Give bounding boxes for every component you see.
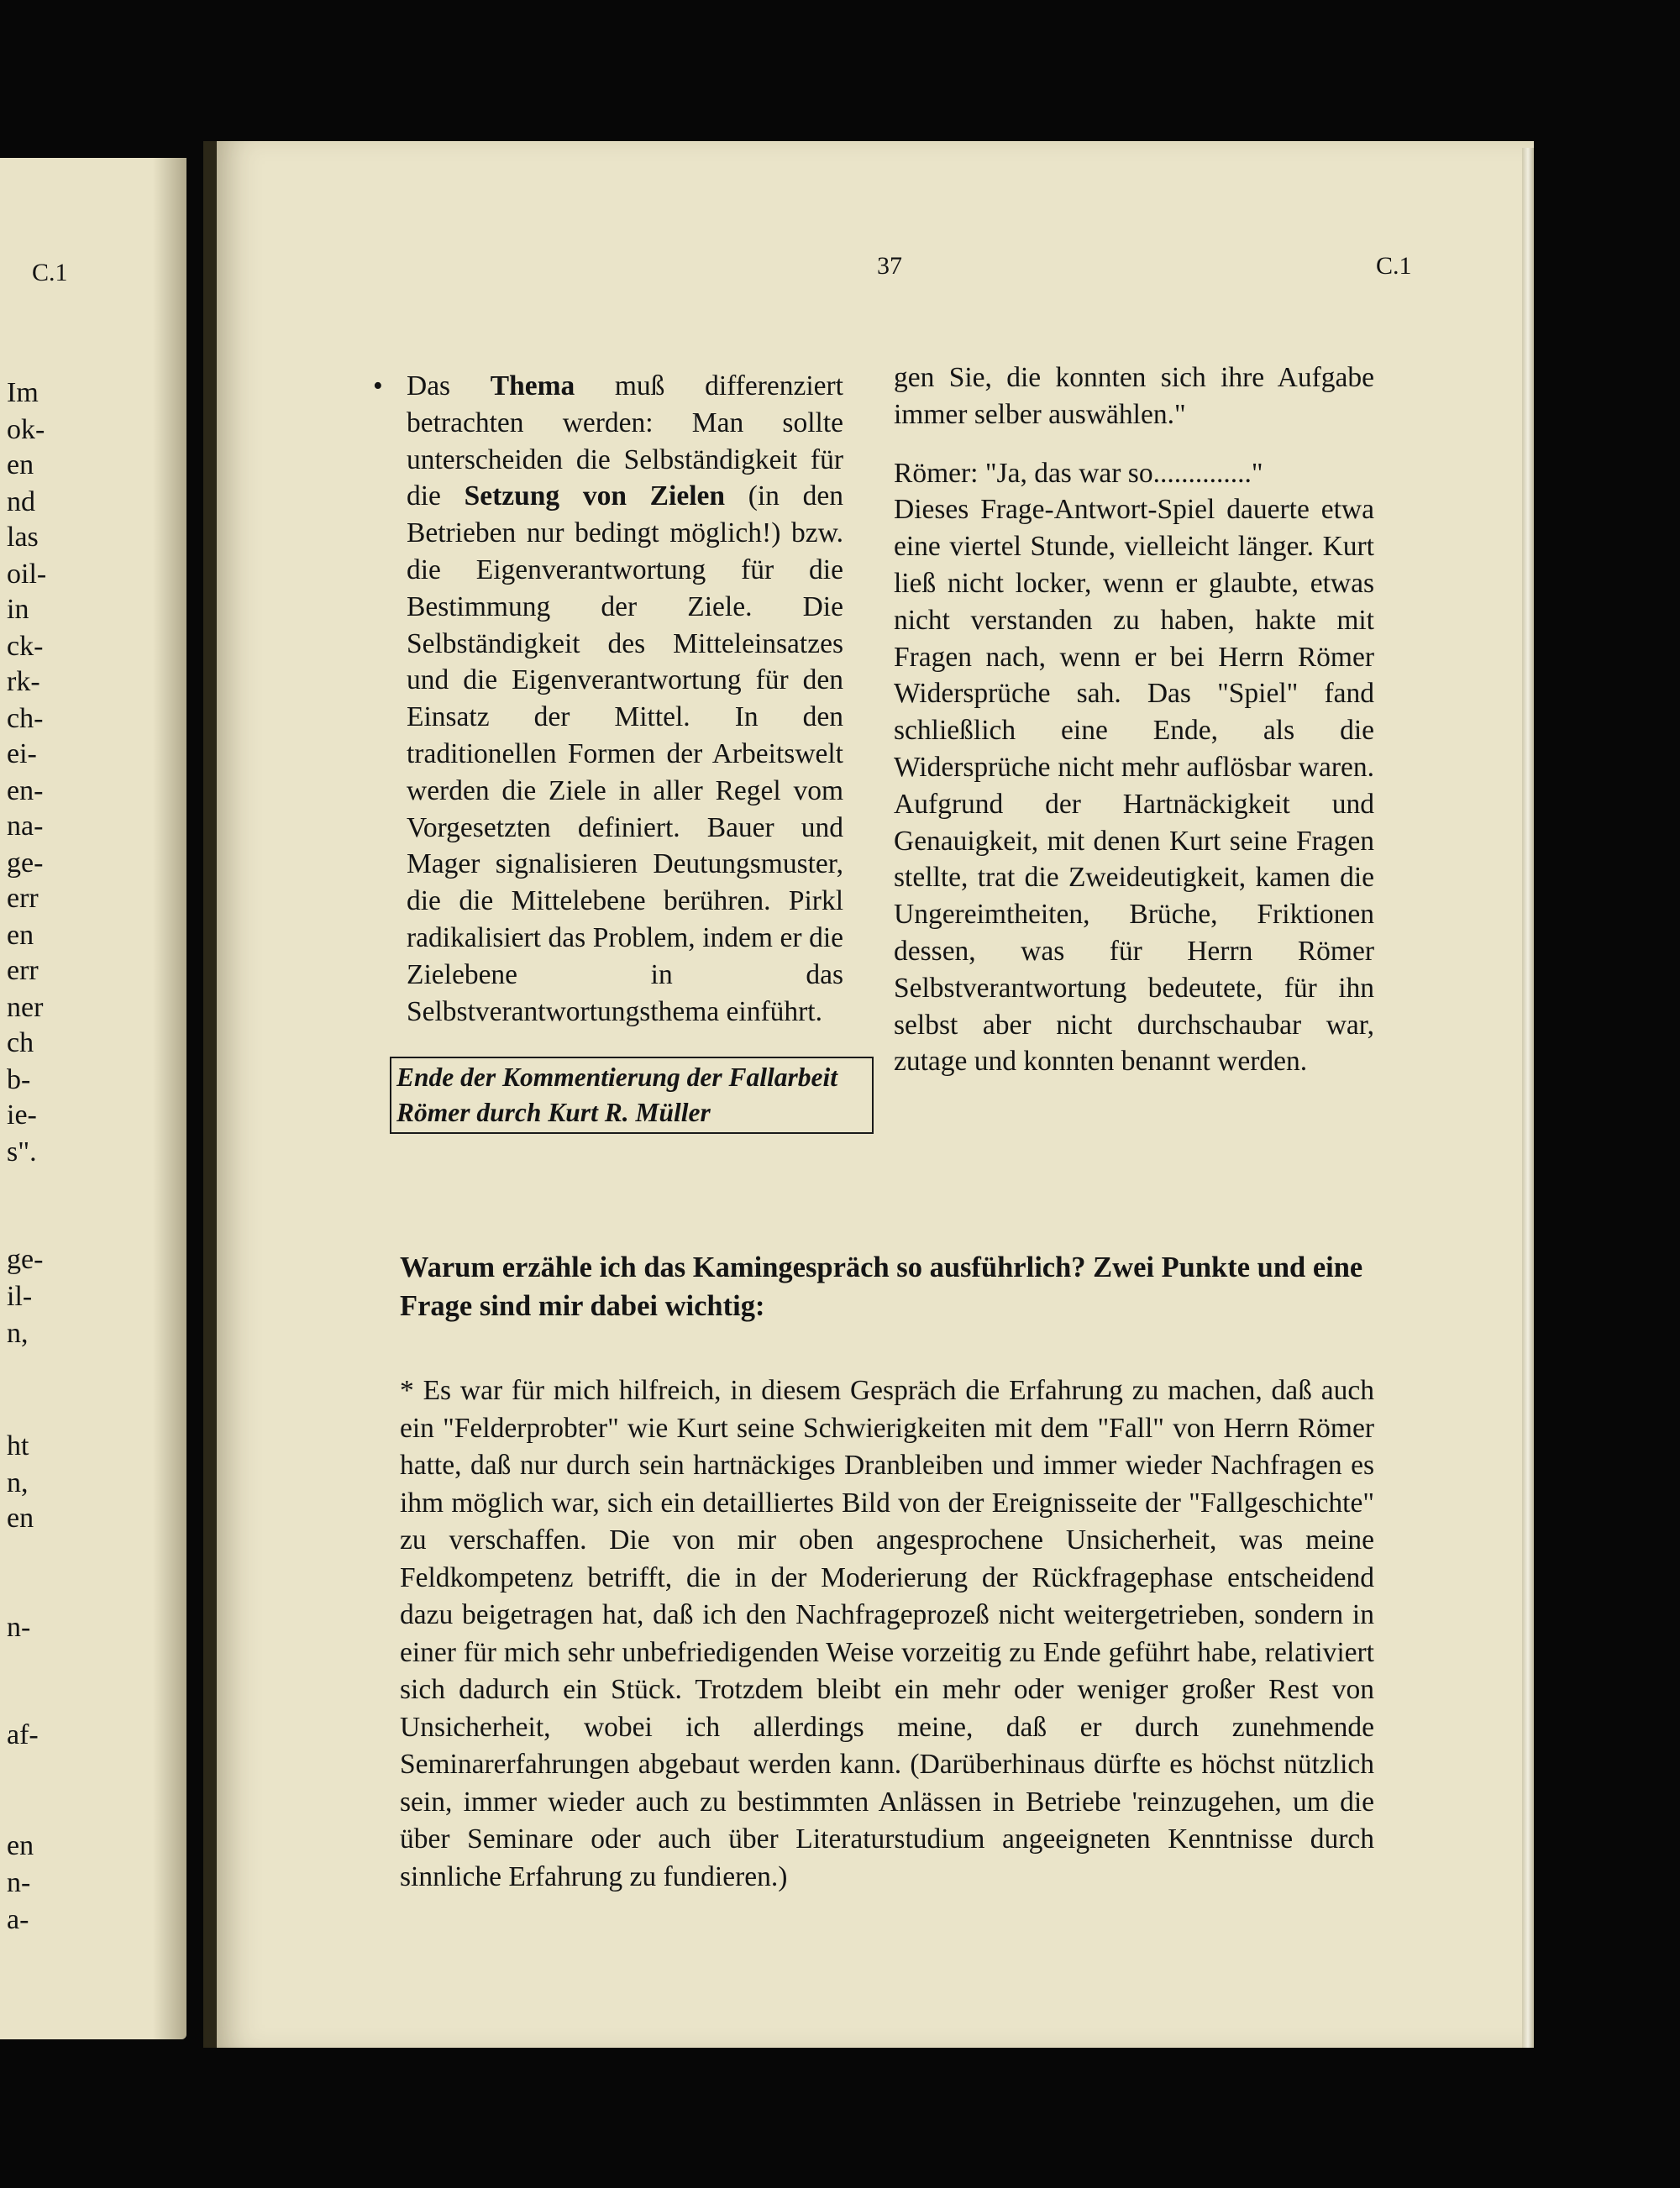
bullet-item (373, 368, 843, 1030)
body-paragraph: * Es war für mich hilfreich, in diesem Gespräch die Erfahrung zu machen, daß auch ein "Felderprobter" wie Kurt seine Schwierigkeiten mit dem "Fall" von Herrn Römer hatte, daß nur durch sein hartnäckiges Dranbleiben und immer wieder Nachfragen es ihm möglich war, sich ein detailliertes Bild von der Ereignisseite der "Fallgeschichte" zu verschaffen. Die von mir oben angesprochene Unsicherheit, was meine Feldkompetenz betrifft, die in der Moderierung der Rückfragephase entscheidend dazu beigetragen hat, daß ich den Nachfrageprozeß nicht weitergetrieben, sondern in einer für mich sehr unbefriedigenden Weise vorzeitig zu Ende geführt habe, relativiert sich dadurch ein Stück. Trotzdem bleibt ein mehr oder weniger großer Rest von Unsicherheit, wobei ich allerdings meine, daß er durch zunehmende Seminarerfahrungen abgebaut werden kann. (Darüberhinaus dürfte es höchst nützlich sein, immer wieder auch zu bestimmten Anlässen in Betriebe 'reinzugehen, um die über Seminare oder auch über Literaturstudium angeeigneten Kenntnisse durch sinnliche Erfahrung zu fundieren.) (400, 1375, 1374, 1892)
left-page-fragment: af- (7, 1719, 39, 1750)
left-page-fragment: nd (7, 486, 35, 517)
chapter-marker: C.1 (1376, 252, 1412, 280)
right-page (203, 141, 1534, 2048)
page-number: 37 (877, 252, 902, 280)
left-page-fragment: n, (7, 1467, 29, 1498)
left-page (0, 158, 186, 2039)
left-page-fragment: ch (7, 1027, 34, 1058)
bullet-text (407, 368, 843, 1030)
left-page-fragment: las (7, 522, 39, 553)
left-page-fragment: ge- (7, 847, 44, 879)
left-page-fragment: il- (7, 1281, 33, 1312)
left-page-fragment: a- (7, 1904, 29, 1935)
bullet-text-part: muß differenziert betrachten werden: Man sollte unterscheiden die Selbständigkeit für die (407, 370, 843, 512)
left-page-fragment: en (7, 920, 34, 951)
paragraph: Römer: "Ja, das war so.............." (894, 457, 1263, 489)
section-heading: Warum erzähle ich das Kamingespräch so ausführlich? Zwei Punkte und eine Frage sind mir dabei wichtig: (400, 1251, 1363, 1322)
paragraph: gen Sie, die konnten sich ihre Aufgabe immer selber auswählen." (894, 362, 1374, 430)
left-page-fragment: ner (7, 992, 44, 1023)
left-page-fragment: n- (7, 1867, 31, 1898)
end-of-commentary-box: Ende der Kommentierung der Fallarbeit Römer durch Kurt R. Müller (390, 1057, 874, 1134)
left-page-fragment: s". (7, 1136, 37, 1167)
left-page-fragment: ge- (7, 1244, 44, 1275)
left-page-fragment: ok- (7, 414, 45, 445)
left-page-fragment: Im (7, 377, 39, 408)
left-page-fragment: in (7, 594, 29, 625)
bullet-icon: • (373, 370, 383, 401)
left-page-fragment: en (7, 1830, 34, 1861)
page-stack-edge (1522, 148, 1534, 2048)
left-page-header: C.1 (32, 259, 68, 286)
left-page-gutter-shadow (153, 158, 186, 2039)
left-page-fragment: en- (7, 775, 44, 806)
left-page-fragment: n- (7, 1612, 31, 1643)
left-page-fragment: ck- (7, 631, 44, 662)
paragraph: Dieses Frage-Antwort-Spiel dauerte etwa eine viertel Stunde, vielleicht länger. Kurt ließ nicht locker, wenn er glaubte, etwas nicht verstanden zu haben, hakte mit Fragen nach, wenn er bei Herrn Römer Widersprüche sah. Das "Spiel" fand schließlich eine Ende, als die Widersprüche nicht mehr auflösbar waren. Aufgrund der Hartnäckigkeit und Genauigkeit, mit denen Kurt seine Fragen stellte, trat die Zweideutigkeit, kamen die Ungereimtheiten, Brüche, Friktionen dessen, was für Herrn Römer Selbstverantwortung bedeutete, für ihn selbst aber nicht durchschaubar war, zutage und konnten benannt werden. (894, 494, 1374, 1078)
term-thema: Thema (490, 370, 575, 401)
left-page-fragment: ei- (7, 738, 37, 769)
left-page-fragment: ht (7, 1430, 29, 1461)
bullet-text-part: (in den Betrieben nur bedingt möglich!) bzw. die Eigenverantwortung für die Bestimmung der Ziele. Die Selbständigkeit des Mitteleinsatzes und die Eigenverantwortung für den Einsatz der Mittel. In den traditionellen Formen der Arbeitswelt werden die Ziele in aller Regel vom Vorgesetzten definiert. Bauer und Mager signalisieren Deutungsmuster, die die Mittelebene berühren. Pirkl radikalisiert das Problem, indem er die Zielebene in das Selbstverantwortungsthema einführt. (407, 480, 843, 1027)
left-page-fragment: ie- (7, 1099, 37, 1131)
left-page-fragment: oil- (7, 559, 47, 590)
left-page-fragment: ch- (7, 703, 44, 734)
left-column (373, 368, 843, 1030)
left-page-fragment: rk- (7, 666, 40, 697)
term-setzung-von-zielen: Setzung von Zielen (464, 480, 726, 512)
left-page-fragment: n, (7, 1318, 29, 1349)
left-page-fragment: na- (7, 811, 44, 842)
bullet-text-part: Das (407, 370, 491, 401)
left-page-fragment: err (7, 955, 39, 986)
left-page-fragment: en (7, 1503, 34, 1534)
left-page-fragment: b- (7, 1064, 31, 1095)
left-page-fragment: err (7, 883, 39, 914)
right-column (894, 359, 1374, 1080)
left-page-fragment: en (7, 449, 34, 480)
